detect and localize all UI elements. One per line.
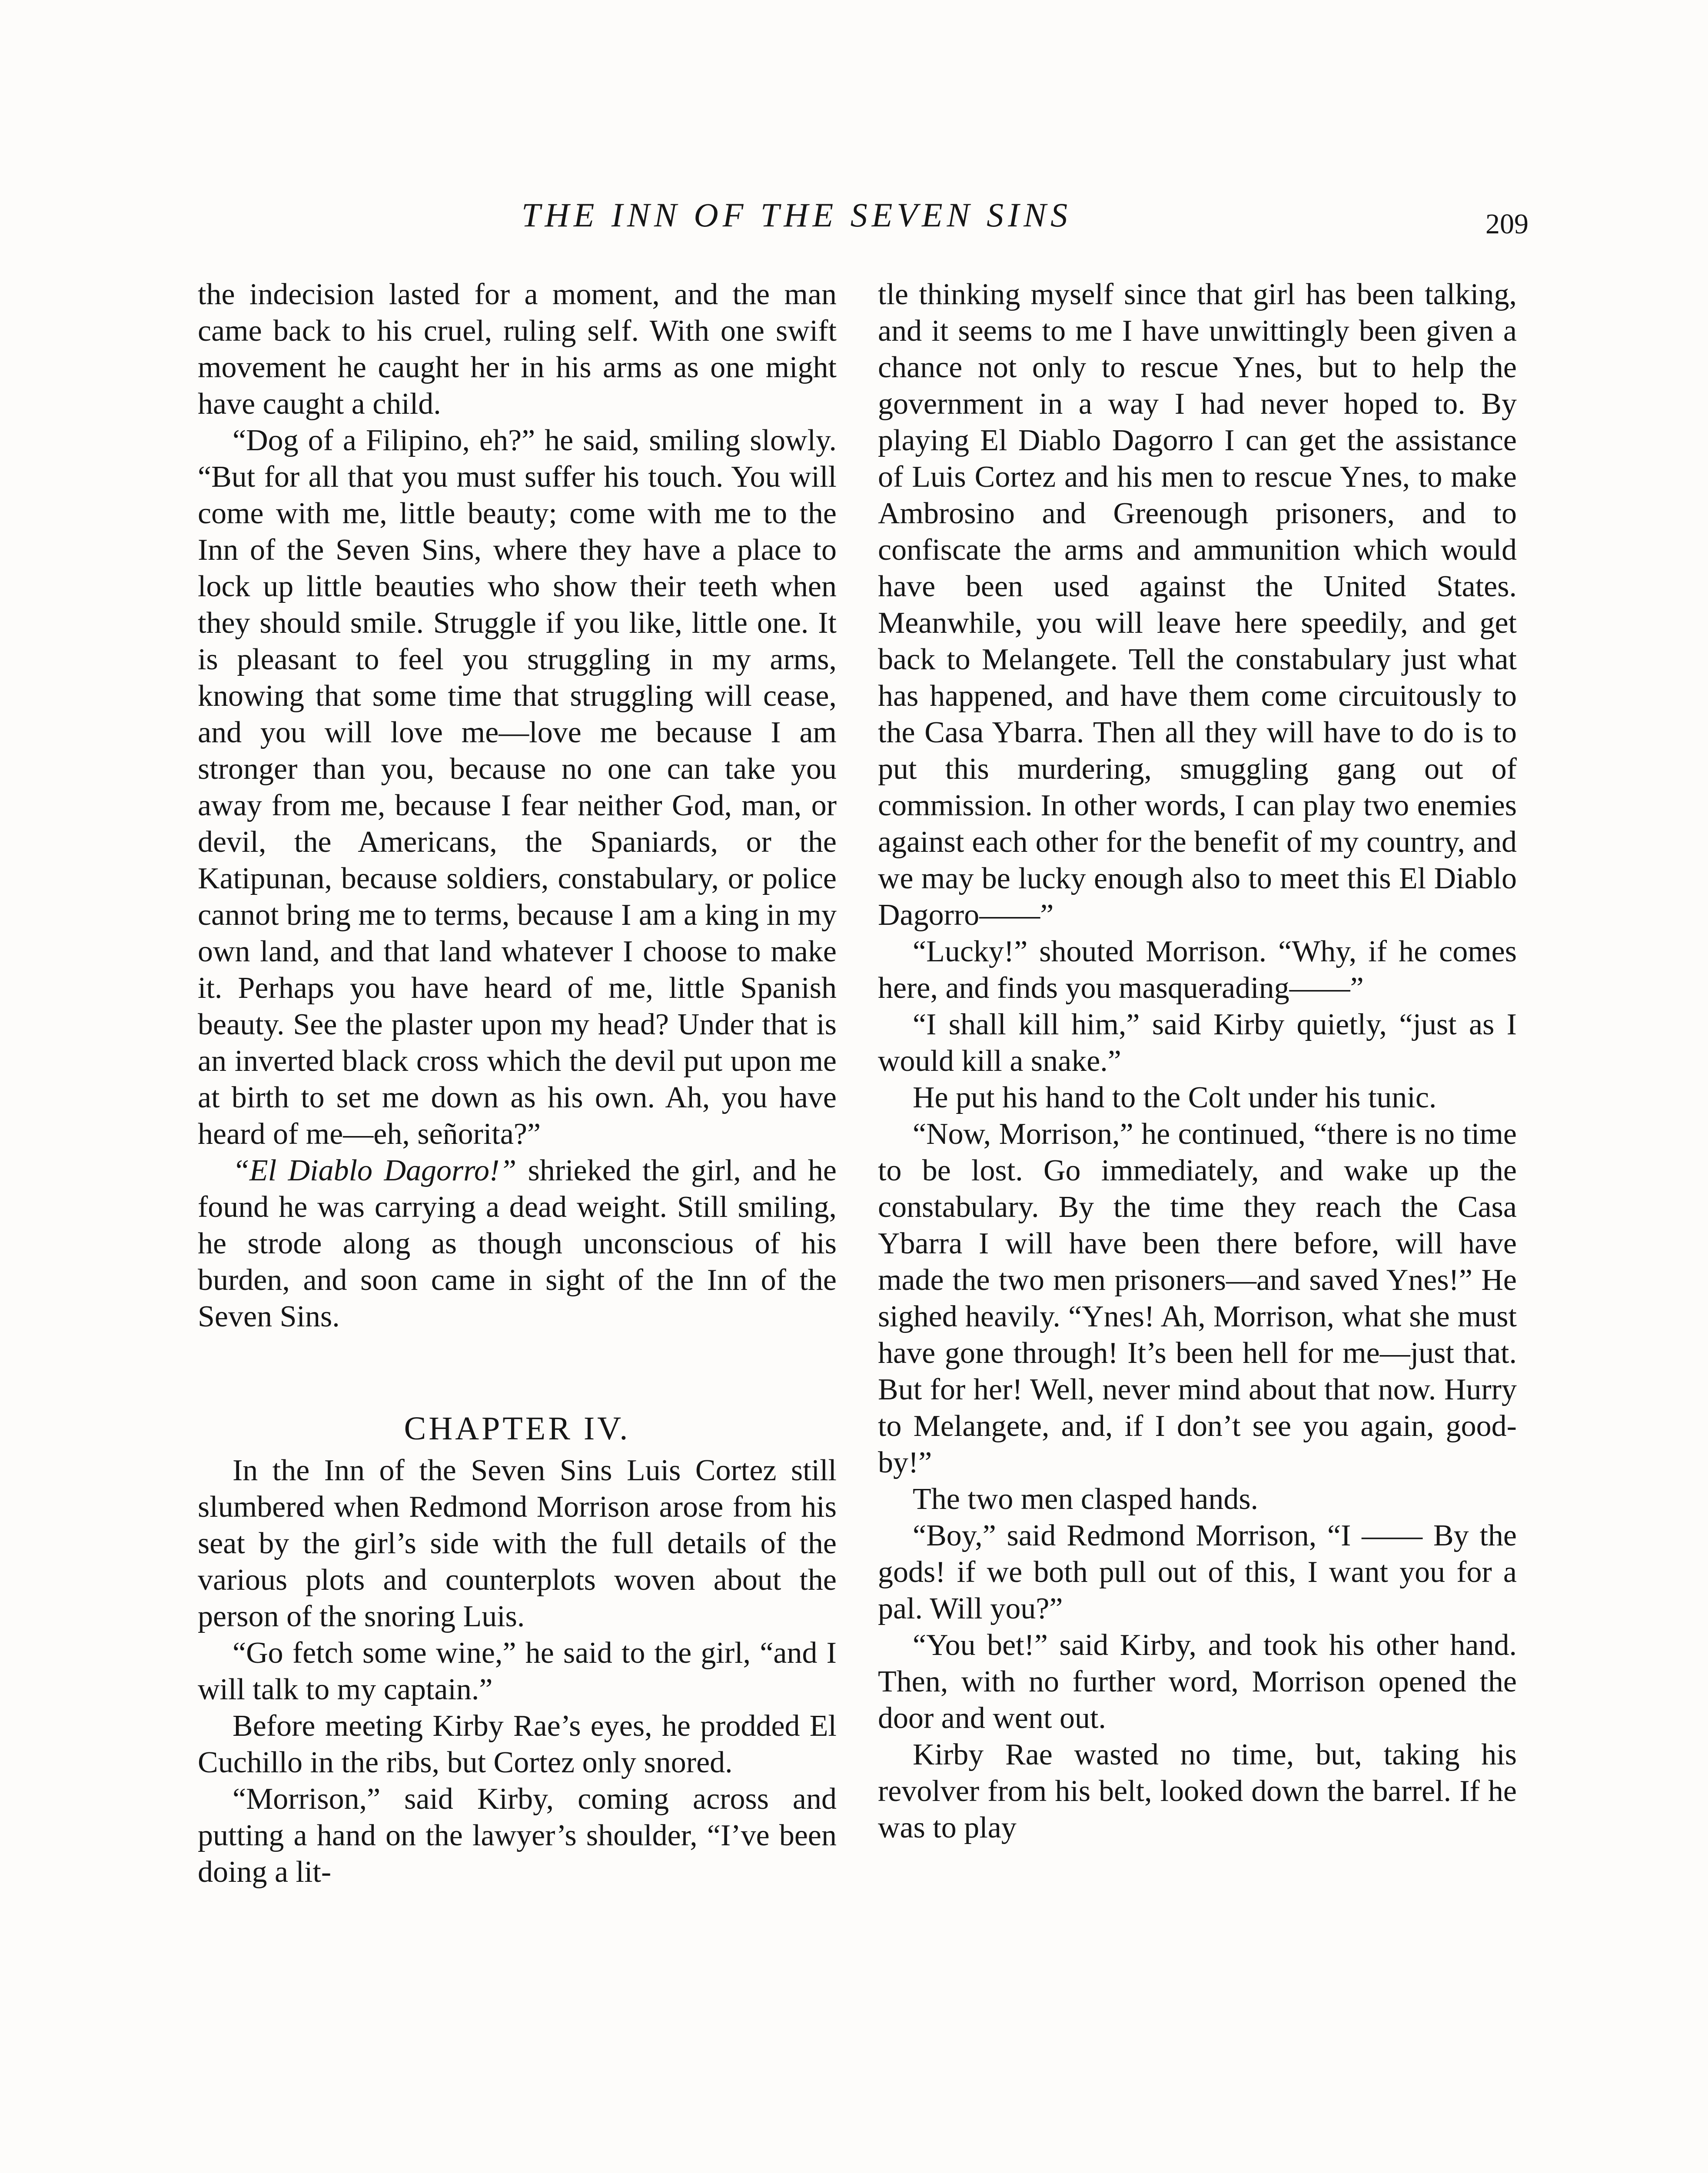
paragraph: Kirby Rae wasted no time, but, taking his revolver from his belt, looked down the barrel. If he was to play (878, 1738, 1517, 1844)
running-head: THE INN OF THE SEVEN SINS (522, 196, 1072, 234)
paragraph (198, 1153, 837, 1335)
chapter-heading: CHAPTER IV. (404, 1410, 631, 1447)
paragraph: tle thinking myself since that girl has been talking, and it seems to me I have unwittingly been given a chance not only to rescue Ynes, but to help the government in a way I had never hoped to. By playing El Diablo Dagorro I can get the assistance of Luis Cortez and his men to rescue Ynes, to make Ambrosino and Greenough prisoners, and to confiscate the arms and ammunition which would have been used against the United States. Meanwhile, you will leave here speedily, and get back to Melangete. Tell the constabulary just what has happened, and have them come circuitously to the Casa Ybarra. Then all they will have to do is to put this murdering, smuggling gang out of commission. In other words, I can play two enemies against each other for the benefit of my country, and we may be lucky enough also to meet this El Diablo Dagorro——” (878, 278, 1517, 932)
paragraph: “Boy,” said Redmond Morrison, “I —— By the gods! if we both pull out of this, I want you for a pal. Will you?” (878, 1519, 1517, 1625)
paragraph: The two men clasped hands. (913, 1482, 1259, 1516)
paragraph: “You bet!” said Kirby, and took his other hand. Then, with no further word, Morrison opened the door and went out. (878, 1628, 1517, 1735)
paragraph: “Dog of a Filipino, eh?” he said, smiling slowly. “But for all that you must suffer his touch. You will come with me, little beauty; come with me to the Inn of the Seven Sins, where they have a place to lock up little beauties who show their teeth when they should smile. Struggle if you like, little one. It is pleasant to feel you struggling in my arms, knowing that some time that struggling will cease, and you will love me—love me because I am stronger than you, because no one can take you away from me, because I fear neither God, man, or devil, the Americans, the Spaniards, or the Katipunan, because soldiers, constabulary, or police cannot bring me to terms, because I am a king in my own land, and that land whatever I choose to make it. Perhaps you have heard of me, little Spanish beauty. See the plaster upon my head? Under that is an inverted black cross which the devil put upon me at birth to set me down as his own. Ah, you have heard of me—eh, señorita?” (198, 424, 837, 1151)
italic-exclamation: “El Diablo Dagorro!” (233, 1154, 517, 1187)
paragraph: “I shall kill him,” said Kirby quietly, “just as I would kill a snake.” (878, 1008, 1517, 1078)
paragraph: “Now, Morrison,” he continued, “there is no time to be lost. Go immediately, and wake up the constabulary. By the time they reach the Casa Ybarra I will have been there before, will have made the two men prisoners—and saved Ynes!” He sighed heavily. “Ynes! Ah, Morrison, what she must have gone through! It’s been hell for me—just that. But for her! Well, never mind about that now. Hurry to Melangete, and, if I don’t see you again, good-by!” (878, 1117, 1517, 1479)
paragraph-text: shrieked the girl, and he found he was carrying a dead weight. Still smiling, he strode along as though unconscious of his burden, and soon came in sight of the Inn of the Seven Sins. (198, 1154, 837, 1333)
right-column (878, 276, 1517, 1846)
paragraph: In the Inn of the Seven Sins Luis Cortez still slumbered when Redmond Morrison arose from his seat by the girl’s side with the full details of the various plots and counterplots woven about the person of the snoring Luis. (198, 1454, 837, 1633)
paragraph: Before meeting Kirby Rae’s eyes, he prodded El Cuchillo in the ribs, but Cortez only snored. (198, 1709, 837, 1779)
paragraph: the indecision lasted for a moment, and the man came back to his cruel, ruling self. With one swift movement he caught her in his arms as one might have caught a child. (198, 278, 837, 421)
paragraph: “Morrison,” said Kirby, coming across and putting a hand on the lawyer’s shoulder, “I’ve been doing a lit- (198, 1782, 837, 1889)
page-number: 209 (1485, 208, 1529, 240)
left-column (198, 276, 837, 1891)
paragraph: “Lucky!” shouted Morrison. “Why, if he comes here, and finds you masquerading——” (878, 935, 1517, 1005)
paragraph: He put his hand to the Colt under his tunic. (913, 1081, 1437, 1114)
paragraph: “Go fetch some wine,” he said to the girl, “and I will talk to my captain.” (198, 1636, 837, 1706)
